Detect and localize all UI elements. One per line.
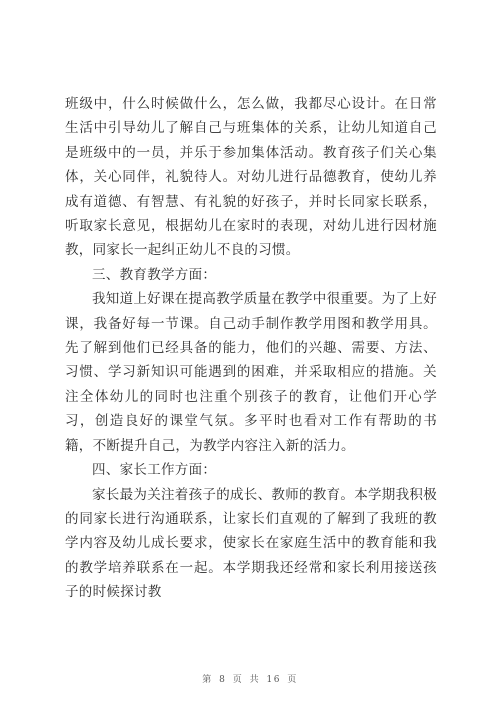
section-heading-parents: 四、家长工作方面： (92, 462, 217, 479)
footer-total-suffix: 页 (287, 675, 298, 685)
footer-current-page: 8 (219, 675, 227, 685)
footer-total-pages: 16 (266, 675, 281, 685)
footer-total-prefix: 共 (249, 675, 261, 685)
footer-page-label: 页 (232, 675, 244, 685)
section-heading-teaching: 三、教育教学方面： (92, 266, 217, 283)
document-body (65, 92, 437, 605)
paragraph-class-management: 班级中，什么时候做什么，怎么做，我都尽心设计。在日常生活中引导幼儿了解自己与班集体的关系，让幼儿知道自己是班级中的一员，并乐于参加集体活动。教育孩子们关心集体，关心同伴，礼貌待人。对幼儿进行品德教育，使幼儿养成有道德、有智慧、有礼貌的好孩子，并时长同家长联系，听取家长意见，根据幼儿在家时的表现，对幼儿进行因材施教，同家长一起纠正幼儿不良的习惯。 (65, 96, 437, 259)
paragraph-parents: 家长最为关注着孩子的成长、教师的教育。本学期我积极的同家长进行沟通联系，让家长们直观的了解到了我班的教学内容及幼儿成长要求，使家长在家庭生活中的教育能和我的教学培养联系在一起。本学期我还经常和家长利用接送孩子的时候探讨教 (65, 486, 437, 601)
page-number-footer (0, 672, 500, 685)
footer-prefix: 第 (202, 675, 213, 685)
paragraph-teaching: 我知道上好课在提高教学质量在教学中很重要。为了上好课，我备好每一节课。自己动手制作教学用图和教学用具。先了解到他们已经具备的能力，他们的兴趣、需要、方法、习惯、学习新知识可能遇到的困难，并采取相应的措施。关注全体幼儿的同时也注重个别孩子的教育，让他们开心学习，创造良好的课堂气氛。多平时也看对工作有帮助的书籍，不断提升自己，为教学内容注入新的活力。 (65, 291, 437, 454)
